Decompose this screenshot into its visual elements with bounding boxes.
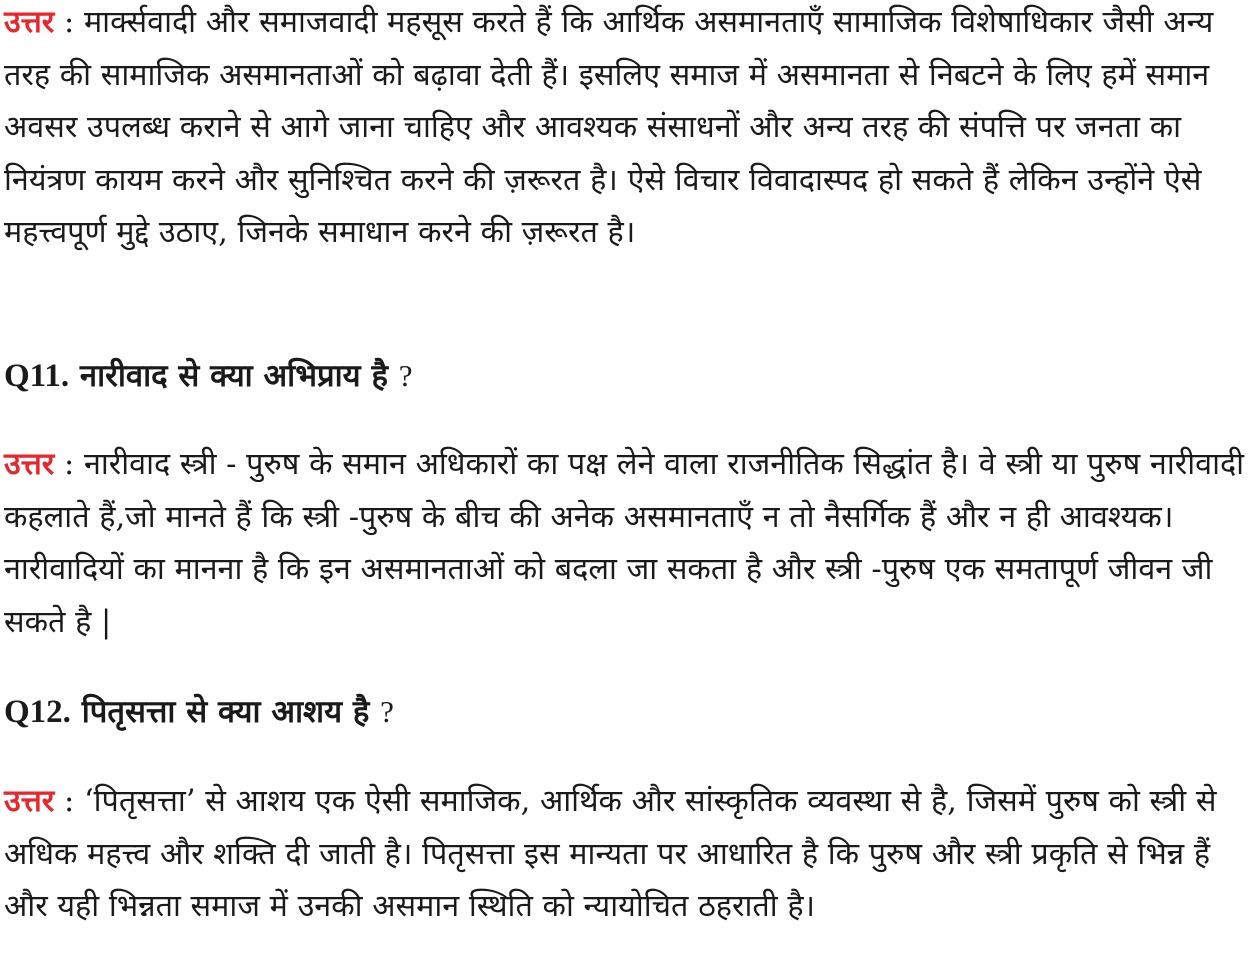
answer-paragraph-3 <box>4 775 1246 934</box>
question-12-text: पितृसत्ता से क्या आशय है <box>81 694 370 730</box>
answer-text-2: नारीवाद स्त्री - पुरुष के समान अधिकारों का पक्ष लेने वाला राजनीतिक सिद्धांत है। वे स्त्री या पुरुष नारीवादी कहलाते हैं,जो मानते हैं कि स्त्री -पुरुष के बीच की अनेक असमानताएँ न तो नैसर्गिक हैं और न ही आवश्यक। नारीवादियों का मानना है कि इन असमानताओं को बदला जा सकता है और स्त्री -पुरुष एक समतापूर्ण जीवन जी सकते है | <box>4 447 1245 640</box>
answer-separator: : <box>54 447 84 482</box>
answer-label: उत्तर <box>4 783 55 819</box>
answer-text-3: ‘पितृसत्ता’ से आशय एक ऐसी समाजिक, आर्थिक और सांस्कृतिक व्यवस्था से है, जिसमें पुरुष को स्त्री से अधिक महत्त्व और शक्ति दी जाती है। पितृसत्ता इस मान्यता पर आधारित है कि पुरुष और स्त्री प्रकृति से भिन्न हैं और यही भिन्नता समाज में उनकी असमान स्थिति को न्यायोचित ठहराती है। <box>4 784 1217 924</box>
question-11-text: नारीवाद से क्या अभिप्राय है <box>79 358 388 394</box>
question-11-heading <box>4 350 1246 402</box>
answer-label: उत्तर <box>4 4 55 40</box>
question-12-number: Q12. <box>4 694 71 730</box>
question-11-mark: ? <box>398 358 413 393</box>
question-11-number: Q11. <box>4 358 70 394</box>
answer-paragraph-2 <box>4 438 1246 649</box>
answer-text-1: मार्क्सवादी और समाजवादी महसूस करते हैं कि आर्थिक असमानताएँ सामाजिक विशेषाधिकार जैसी अन्य तरह की सामाजिक असमानताओं को बढ़ावा देती हैं। इसलिए समाज में असमानता से निबटने के लिए हमें समान अवसर उपलब्ध कराने से आगे जाना चाहिए और आवश्यक संसाधनों और अन्य तरह की संपत्ति पर जनता का नियंत्रण कायम करने और सुनिश्चित करने की ज़रूरत है। ऐसे विचार विवादास्पद हो सकते हैं लेकिन उन्होंने ऐसे महत्त्वपूर्ण मुद्दे उठाए, जिनके समाधान करने की ज़रूरत है। <box>4 5 1214 250</box>
answer-separator: : <box>54 5 84 40</box>
question-12-heading <box>4 686 1246 738</box>
answer-label: उत्तर <box>4 446 55 482</box>
question-12-mark: ? <box>380 694 394 729</box>
answer-paragraph-1 <box>4 0 1246 260</box>
answer-separator: : <box>54 784 84 819</box>
